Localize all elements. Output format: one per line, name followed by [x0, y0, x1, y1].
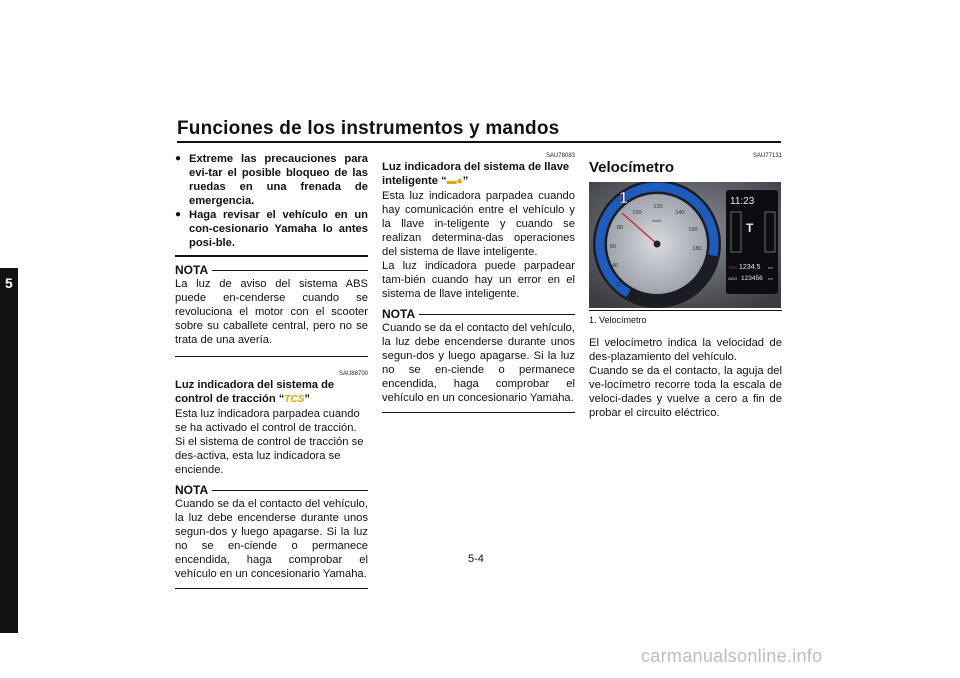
- speedometer-illustration: [589, 182, 781, 308]
- bullet-icon: ●: [175, 153, 182, 164]
- tick-label: 60: [609, 244, 617, 250]
- unit-label: km: [768, 277, 773, 281]
- trip-label: TRIP: [728, 265, 738, 270]
- tick-label: 120: [653, 204, 663, 210]
- section-heading: Velocímetro: [589, 159, 675, 176]
- nota-line: [419, 314, 575, 315]
- nota-label: NOTA: [175, 263, 209, 277]
- body-text: Si el sistema de control de tracción se des-activa, esta luz indicadora se enciende.: [175, 436, 364, 476]
- figure-caption: 1. Velocímetro: [589, 315, 647, 325]
- reference-code: SAU78083: [545, 153, 575, 159]
- unit-label: km: [768, 266, 773, 270]
- tick-label: 80: [616, 225, 624, 231]
- divider: [175, 588, 368, 589]
- nota-text: La luz de aviso del sistema ABS puede en-cenderse cuando se revoluciona el motor con el scooter sobre su caballete central, pero no se trata de una avería.: [175, 278, 368, 346]
- key-icon: ▬●: [446, 176, 463, 187]
- nota-text: Cuando se da el contacto del vehículo, la luz debe encenderse durante unos segun-dos y luego apagarse. Si la luz no se en-ciende o permanece encendida, haga comprobar el vehículo en un concesionario Yamaha.: [175, 498, 368, 580]
- bullet-text: Haga revisar el vehículo en un con-cesionario Yamaha lo antes posi-ble.: [189, 209, 368, 249]
- list-item: [175, 208, 368, 250]
- divider: [175, 356, 368, 357]
- divider: [382, 412, 575, 413]
- tick-label: 100: [632, 210, 642, 216]
- lcd-clock: 11:23: [730, 196, 755, 207]
- page-title: Funciones de los instrumentos y mandos: [177, 118, 560, 139]
- nota-line: [212, 490, 368, 491]
- tick-label: 160: [688, 227, 698, 233]
- nota-header: [382, 307, 575, 321]
- reference-code: SAU77131: [752, 153, 782, 159]
- nota-header: [175, 263, 368, 277]
- chapter-tab: [0, 268, 18, 633]
- lcd-icon: T: [746, 221, 754, 235]
- nota-label: NOTA: [382, 307, 416, 321]
- body-text: La luz indicadora puede parpadear tam-bién cuando hay un error en el sistema de llave inteligente.: [382, 260, 575, 300]
- divider: [175, 255, 368, 257]
- tick-label: 20: [615, 282, 623, 288]
- tick-label: 140: [675, 210, 685, 216]
- column-3: [589, 152, 782, 420]
- unit-label: km/h: [652, 218, 662, 223]
- bullet-text: Extreme las precauciones para evi-tar el posible bloqueo de las ruedas en una frenada de emergencia.: [189, 153, 368, 207]
- nota-line: [212, 270, 368, 271]
- reference-code: SAU88700: [338, 371, 368, 377]
- trip-value: 1234.5: [739, 264, 761, 271]
- body-text: Esta luz indicadora parpadea cuando se ha activado el control de tracción.: [175, 408, 360, 434]
- column-2: [382, 152, 575, 413]
- section-heading: Luz indicadora del sistema de control de tracción “TCS”: [175, 379, 335, 405]
- divider: [589, 310, 782, 311]
- tick-label: 40: [611, 263, 619, 269]
- bullet-icon: ●: [175, 209, 182, 220]
- tcs-icon: TCS: [284, 394, 305, 405]
- tick-label: 180: [692, 246, 702, 252]
- header-rule: [177, 141, 781, 143]
- column-1: [175, 152, 368, 589]
- section-heading: Luz indicadora del sistema de llave inteligente “▬●”: [382, 161, 570, 187]
- list-item: [175, 152, 368, 208]
- speedometer-figure: [589, 182, 781, 308]
- page-number: 5-4: [468, 553, 484, 565]
- odo-label: ODO: [728, 276, 738, 281]
- callout-number: 1: [619, 190, 628, 207]
- nota-header: [175, 483, 368, 497]
- body-text: Cuando se da el contacto, la aguja del ve-locímetro recorre toda la escala de veloci-dades y vuelve a cero a fin de probar el circuito eléctrico.: [589, 365, 782, 419]
- body-text: El velocímetro indica la velocidad de des-plazamiento del vehículo.: [589, 337, 782, 363]
- watermark: carmanualsonline.info: [641, 646, 823, 666]
- chapter-number: 5: [5, 275, 13, 291]
- nota-text: Cuando se da el contacto del vehículo, la luz debe encenderse durante unos segun-dos y luego apagarse. Si la luz no se en-ciende o permanece encendida, haga comprobar el vehículo en un concesionario Yamaha.: [382, 322, 575, 404]
- body-text: Esta luz indicadora parpadea cuando hay comunicación entre el vehículo y la llave in-teligente y cuando se realizan determina-das operaciones del sistema de llave inteligente.: [382, 190, 575, 258]
- odo-value: 123456: [741, 275, 763, 282]
- nota-label: NOTA: [175, 483, 209, 497]
